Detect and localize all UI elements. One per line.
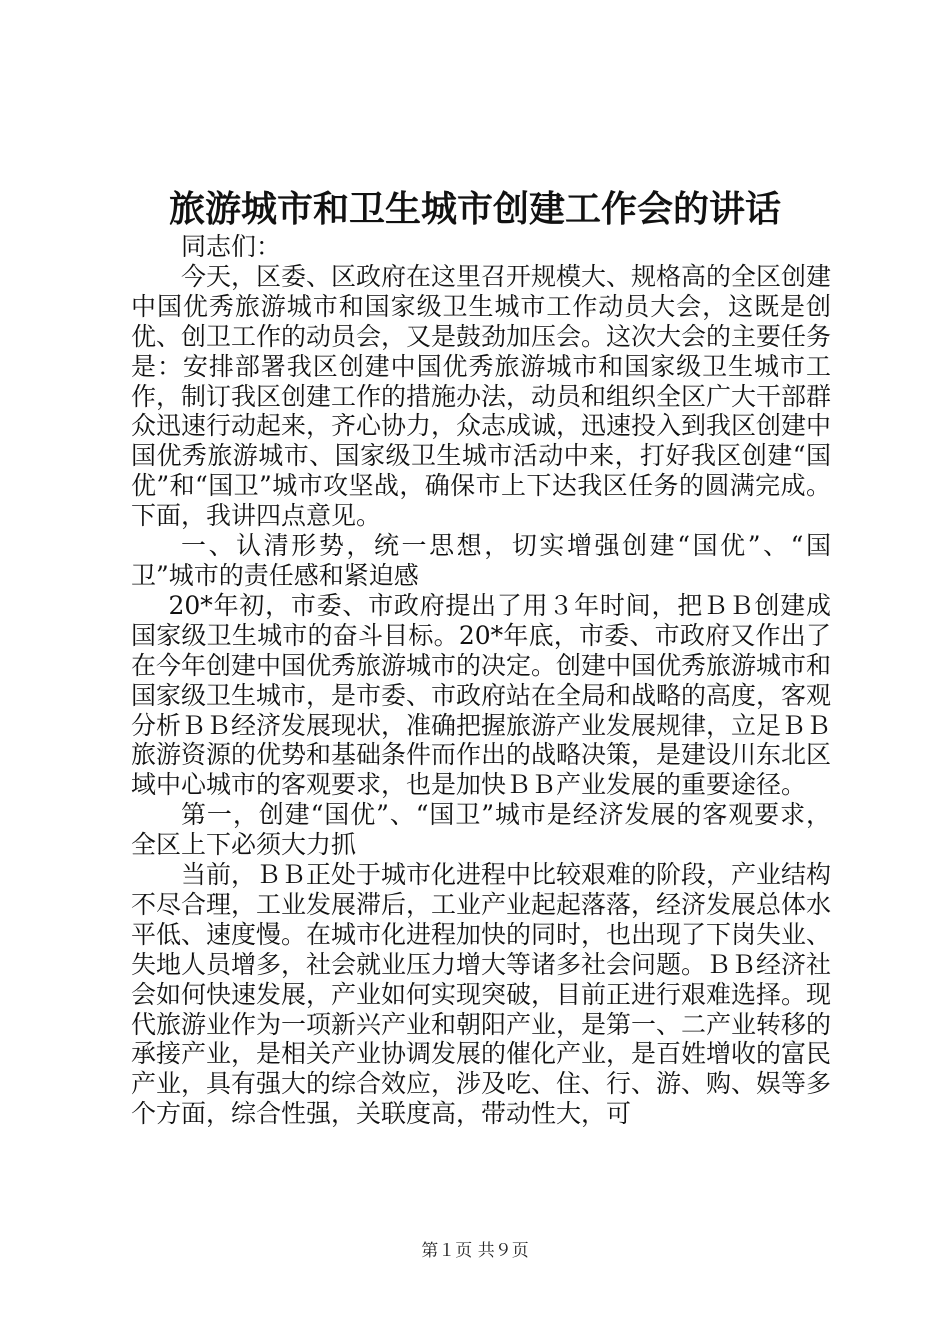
subsection-heading-1: 第一，创建“国优”、“国卫”城市是经济发展的客观要求，全区上下必须大力抓: [131, 800, 831, 860]
document-body: [131, 232, 831, 1129]
section-heading-1: 一、认清形势，统一思想，切实增强创建“国优”、“国卫”城市的责任感和紧迫感: [131, 531, 831, 590]
salutation: 同志们：: [181, 232, 282, 261]
page-number-footer: 第１页 共９页: [421, 1241, 529, 1261]
paragraph-background: 20*年初，市委、市政府提出了用３年时间，把ＢＢ创建成国家级卫生城市的奋斗目标。20*年底，市委、市政府又作出了在今年创建中国优秀旅游城市的决定。创建中国优秀旅游城市和国家级卫生城市，是市委、市政府站在全局和战略的高度，客观分析ＢＢ经济发展现状，准确把握旅游产业发展规律，立足ＢＢ旅游资源的优势和基础条件而作出的战略决策，是建设川东北区域中心城市的客观要求，也是加快ＢＢ产业发展的重要途径。: [131, 590, 832, 800]
document-title: 旅游城市和卫生城市创建工作会的讲话: [168, 188, 781, 230]
paragraph-intro: 今天，区委、区政府在这里召开规模大、规格高的全区创建中国优秀旅游城市和国家级卫生城市工作动员大会，这既是创优、创卫工作的动员会，又是鼓劲加压会。这次大会的主要任务是：安排部署我区创建中国优秀旅游城市和国家级卫生城市工作，制订我区创建工作的措施办法，动员和组织全区广大干部群众迅速行动起来，齐心协力，众志成诚，迅速投入到我区创建中国优秀旅游城市、国家级卫生城市活动中来，打好我区创建“国优”和“国卫”城市攻坚战，确保市上下达我区任务的圆满完成。下面，我讲四点意见。: [131, 261, 832, 531]
paragraph-current-situation: 当前，ＢＢ正处于城市化进程中比较艰难的阶段，产业结构不尽合理，工业发展滞后，工业产业起起落落，经济发展总体水平低、速度慢。在城市化进程加快的同时，也出现了下岗失业、失地人员增多，社会就业压力增大等诸多社会问题。ＢＢ经济社会如何快速发展，产业如何实现突破，目前正进行艰难选择。现代旅游业作为一项新兴产业和朝阳产业，是第一、二产业转移的承接产业，是相关产业协调发展的催化产业，是百姓增收的富民产业，具有强大的综合效应，涉及吃、住、行、游、购、娱等多个方面，综合性强，关联度高，带动性大，可: [131, 860, 832, 1129]
